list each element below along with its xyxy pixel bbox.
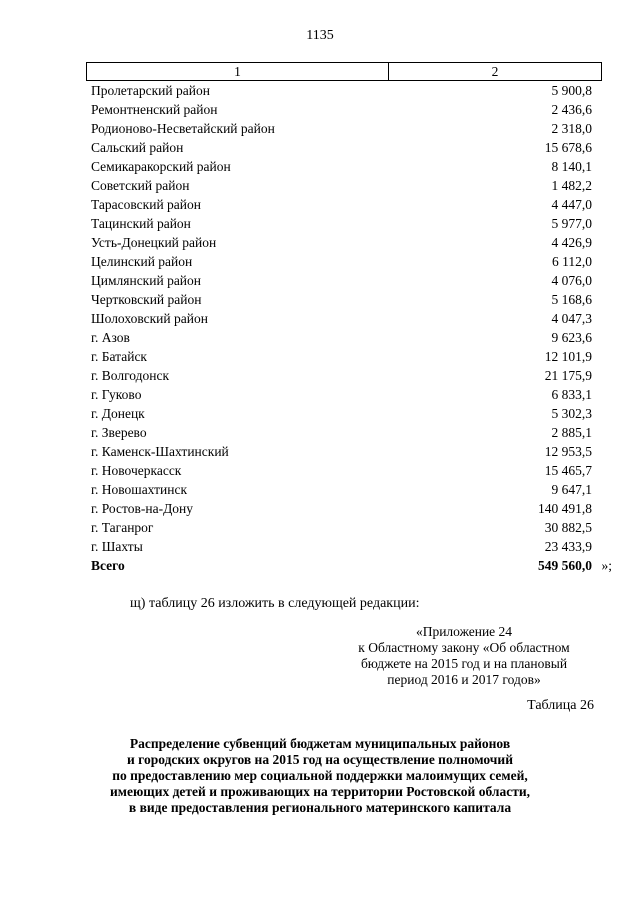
subsidy-amount: 6 833,1 bbox=[551, 387, 592, 402]
page-number: 1135 bbox=[306, 28, 334, 43]
table-row bbox=[86, 499, 602, 518]
appendix-line: к Областному закону «Об областном bbox=[358, 640, 570, 655]
appendix-line: бюджете на 2015 год и на плановый bbox=[360, 656, 568, 671]
municipality-name: Семикаракорский район bbox=[91, 159, 231, 174]
table-row bbox=[86, 100, 602, 119]
total-suffix: »; bbox=[601, 558, 612, 573]
municipality-name: г. Азов bbox=[91, 330, 130, 345]
municipality-name: г. Гуково bbox=[91, 387, 142, 402]
subsidy-amount: 2 318,0 bbox=[551, 121, 592, 136]
subsidy-amount: 15 678,6 bbox=[544, 140, 592, 155]
table-row bbox=[86, 366, 602, 385]
subsidy-amount: 30 882,5 bbox=[544, 520, 592, 535]
title-line: Распределение субвенций бюджетам муниципальных районов bbox=[129, 736, 511, 751]
subsidy-amount: 6 112,0 bbox=[552, 254, 592, 269]
subsidy-amount: 1 482,2 bbox=[551, 178, 592, 193]
municipality-name: г. Новошахтинск bbox=[91, 482, 187, 497]
municipality-name: Усть-Донецкий район bbox=[91, 235, 217, 250]
municipality-name: Чертковский район bbox=[91, 292, 202, 307]
subsidy-amount: 21 175,9 bbox=[544, 368, 592, 383]
municipality-name: г. Батайск bbox=[91, 349, 147, 364]
table-row bbox=[86, 290, 602, 309]
table-row bbox=[86, 404, 602, 423]
municipality-name: Ремонтненский район bbox=[91, 102, 218, 117]
subsidy-amount: 5 977,0 bbox=[551, 216, 592, 231]
table-row bbox=[86, 537, 602, 556]
municipality-name: Цимлянский район bbox=[91, 273, 202, 288]
document-title bbox=[60, 736, 580, 816]
total-value bbox=[387, 556, 612, 575]
table-row bbox=[86, 328, 602, 347]
municipality-name: г. Таганрог bbox=[91, 520, 154, 535]
subsidy-amount: 9 647,1 bbox=[551, 482, 592, 497]
municipality-name: Шолоховский район bbox=[91, 311, 208, 326]
subsidy-amount: 5 168,6 bbox=[551, 292, 592, 307]
table-row bbox=[86, 518, 602, 537]
subsidy-amount: 5 900,8 bbox=[551, 83, 592, 98]
title-line: по предоставлению мер социальной поддержки малоимущих семей, bbox=[112, 768, 528, 783]
subsidy-amount: 4 447,0 bbox=[551, 197, 592, 212]
subsidy-amount: 4 076,0 bbox=[551, 273, 592, 288]
municipality-name: г. Новочеркасск bbox=[91, 463, 182, 478]
subsidy-amount: 4 426,9 bbox=[551, 235, 592, 250]
subsidy-amount: 8 140,1 bbox=[551, 159, 592, 174]
municipality-name: г. Шахты bbox=[91, 539, 143, 554]
subsidy-table bbox=[86, 62, 612, 575]
subsidy-amount: 9 623,6 bbox=[551, 330, 592, 345]
municipality-name: Пролетарский район bbox=[91, 83, 210, 98]
table-row bbox=[86, 214, 602, 233]
table-row bbox=[86, 81, 602, 100]
total-amount: 549 560,0 bbox=[538, 558, 592, 573]
table-row bbox=[86, 195, 602, 214]
table-row bbox=[86, 271, 602, 290]
table-row bbox=[86, 442, 602, 461]
municipality-name: Родионово-Несветайский район bbox=[91, 121, 275, 136]
table-row bbox=[86, 309, 602, 328]
table-row bbox=[86, 347, 602, 366]
total-label: Всего bbox=[91, 558, 125, 573]
table-label: Таблица 26 bbox=[527, 698, 594, 713]
subsidy-amount: 12 101,9 bbox=[544, 349, 592, 364]
subsidy-amount: 15 465,7 bbox=[544, 463, 592, 478]
subsidy-amount: 2 436,6 bbox=[551, 102, 592, 117]
municipality-name: Тарасовский район bbox=[91, 197, 201, 212]
table-row bbox=[86, 480, 602, 499]
municipality-name: Сальский район bbox=[91, 140, 184, 155]
column-2-header: 2 bbox=[491, 64, 499, 79]
amendment-instruction: щ) таблицу 26 изложить в следующей редакции: bbox=[130, 596, 420, 611]
title-line: и городских округов на 2015 год на осуществление полномочий bbox=[127, 752, 513, 767]
table-row bbox=[86, 157, 602, 176]
table-row bbox=[86, 461, 602, 480]
municipality-name: г. Зверево bbox=[91, 425, 147, 440]
appendix-reference bbox=[336, 624, 592, 688]
table-row bbox=[86, 233, 602, 252]
municipality-name: г. Волгодонск bbox=[91, 368, 170, 383]
municipality-name: Целинский район bbox=[91, 254, 193, 269]
subsidy-amount: 23 433,9 bbox=[544, 539, 592, 554]
municipality-name: Тацинский район bbox=[91, 216, 191, 231]
table-row bbox=[86, 385, 602, 404]
subsidy-amount: 4 047,3 bbox=[551, 311, 592, 326]
column-1-header: 1 bbox=[87, 63, 389, 80]
municipality-name: г. Донецк bbox=[91, 406, 145, 421]
appendix-line: период 2016 и 2017 годов» bbox=[387, 672, 541, 687]
municipality-name: г. Ростов-на-Дону bbox=[91, 501, 194, 516]
title-line: имеющих детей и проживающих на территории Ростовской области, bbox=[110, 784, 530, 799]
table-row bbox=[86, 423, 602, 442]
municipality-name: Советский район bbox=[91, 178, 190, 193]
table-row bbox=[86, 119, 602, 138]
table-row bbox=[86, 252, 602, 271]
subsidy-amount: 140 491,8 bbox=[538, 501, 592, 516]
title-line: в виде предоставления регионального материнского капитала bbox=[128, 800, 512, 815]
table-header bbox=[86, 62, 602, 81]
table-row bbox=[86, 138, 602, 157]
municipality-name: г. Каменск-Шахтинский bbox=[91, 444, 229, 459]
subsidy-amount: 2 885,1 bbox=[551, 425, 592, 440]
table-row bbox=[86, 176, 602, 195]
table-body bbox=[86, 81, 602, 556]
appendix-line: «Приложение 24 bbox=[415, 624, 513, 639]
table-total-row bbox=[86, 556, 612, 575]
subsidy-amount: 12 953,5 bbox=[544, 444, 592, 459]
subsidy-amount: 5 302,3 bbox=[551, 406, 592, 421]
